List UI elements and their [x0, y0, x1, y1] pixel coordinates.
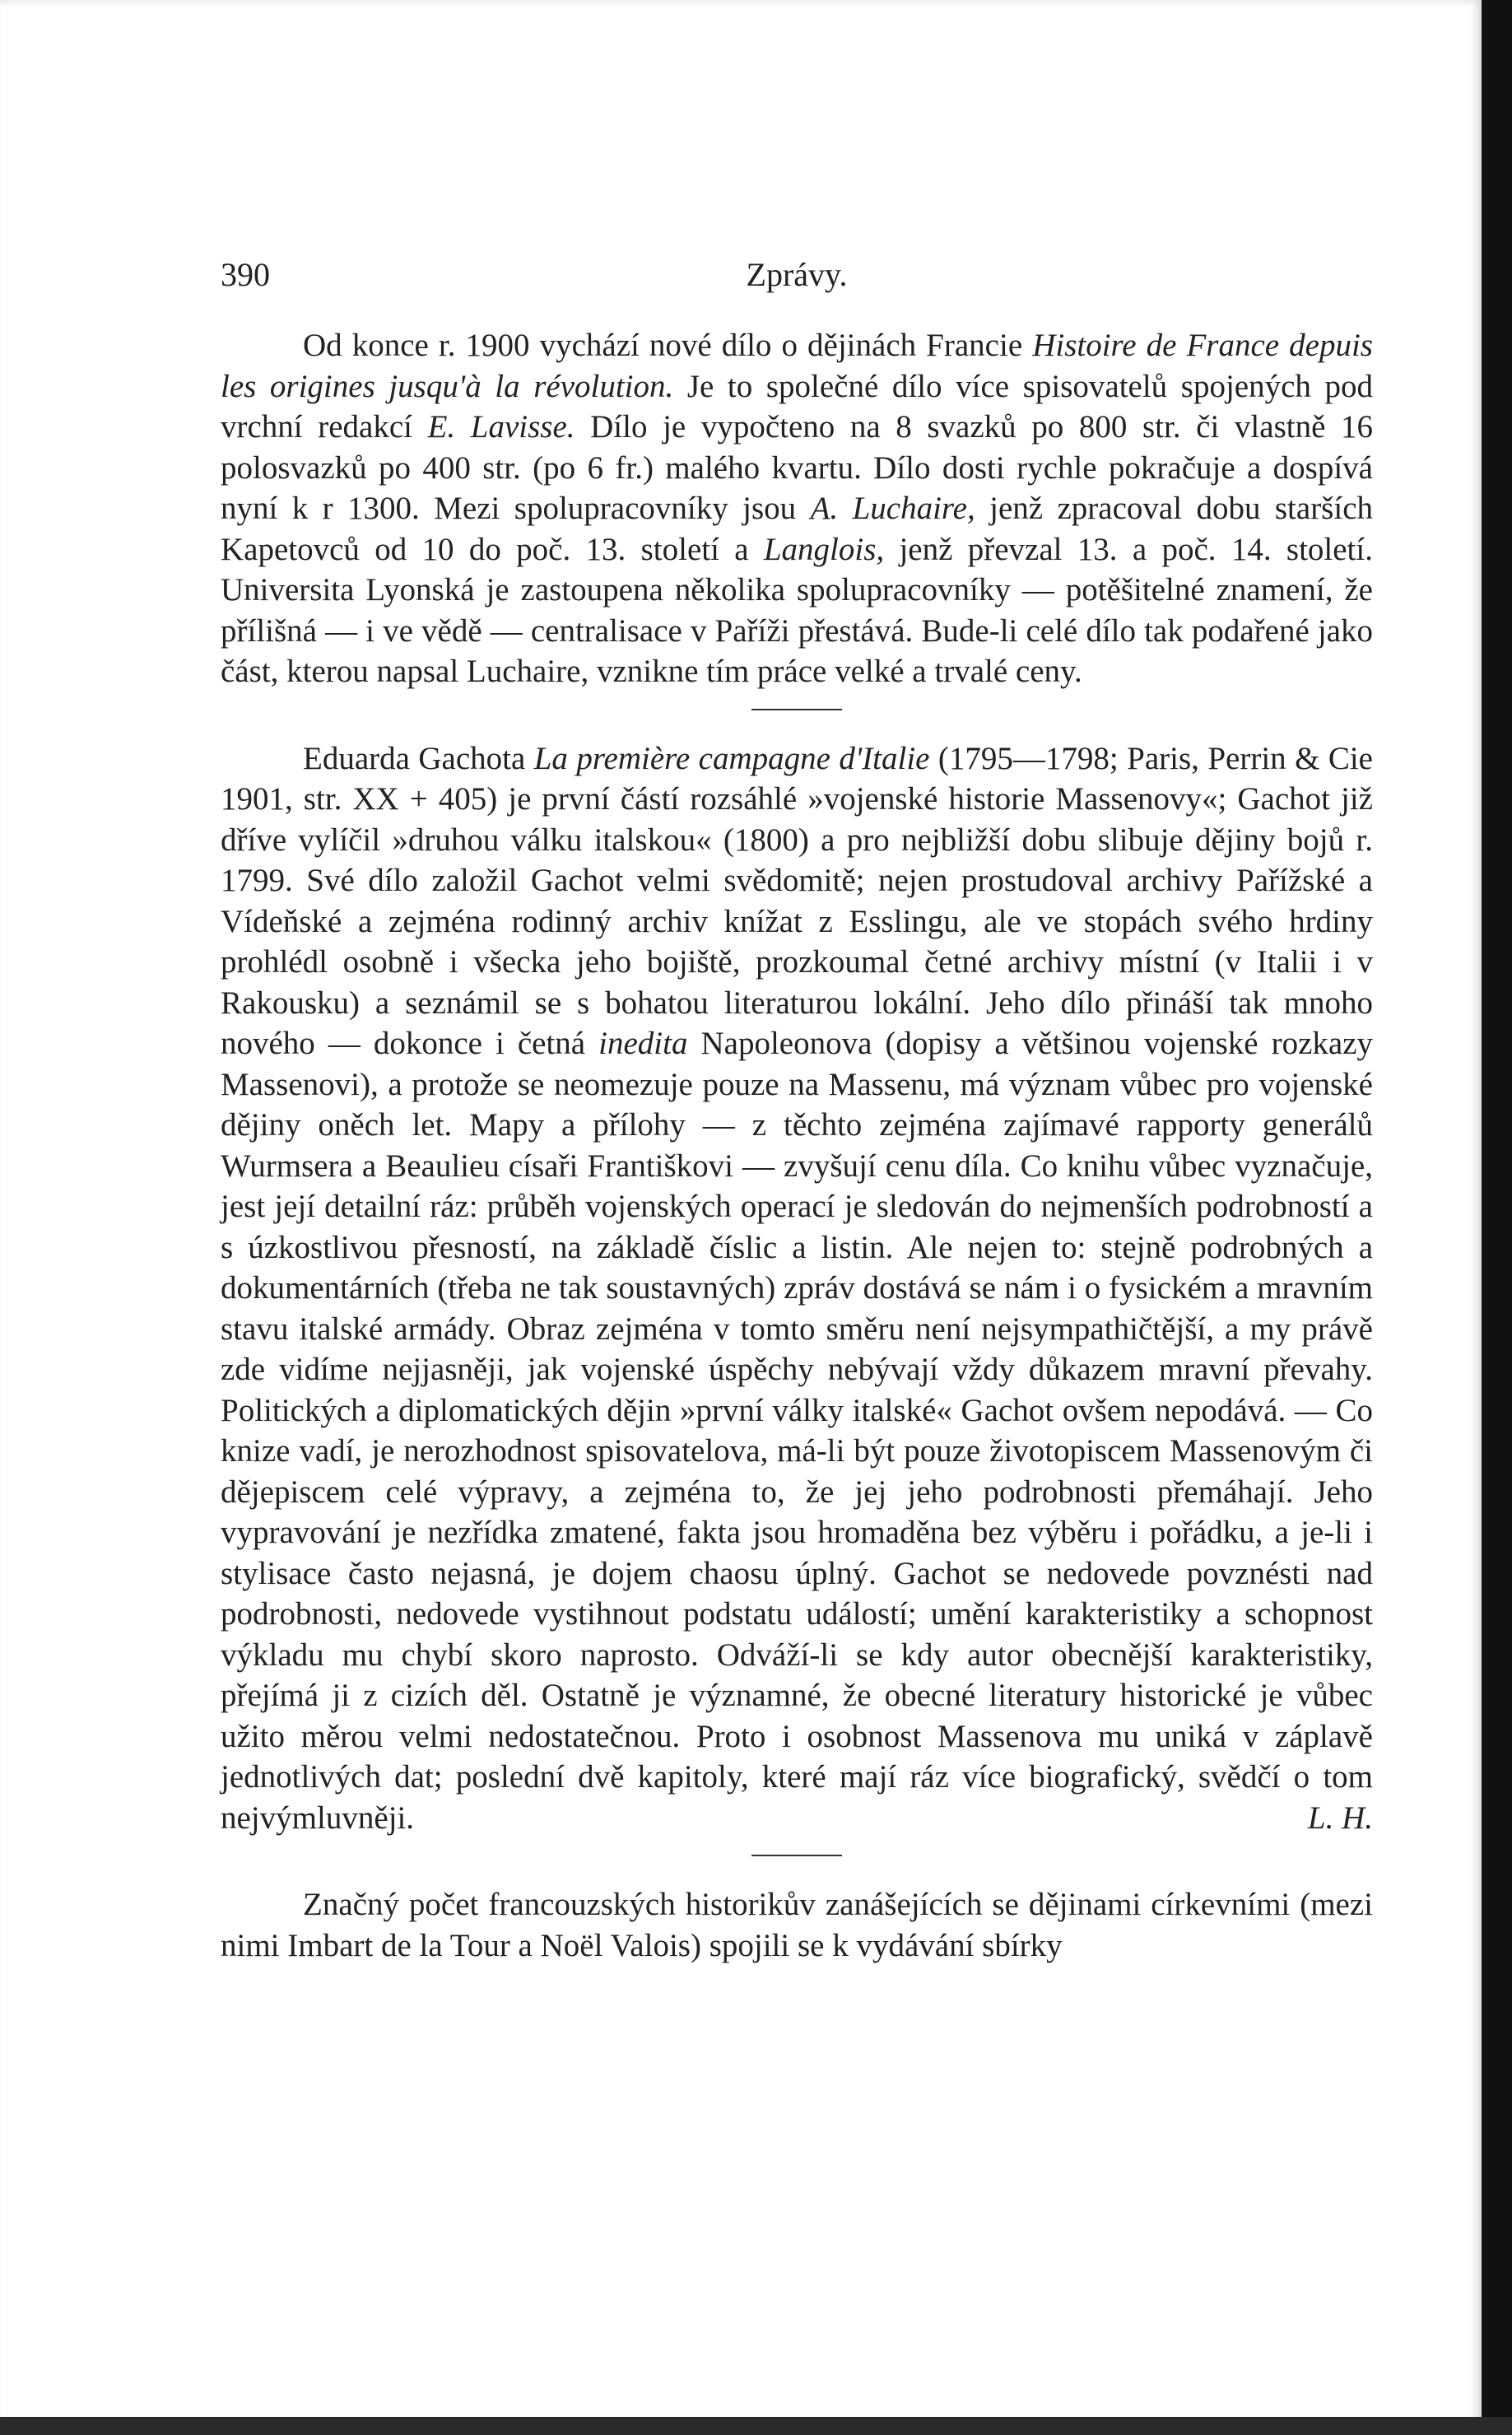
- article-body: [221, 325, 1373, 1966]
- text-run: Od konce r. 1900 vychází nové dílo o dějinách Francie: [303, 328, 1033, 363]
- paragraph-gachot: [221, 738, 1373, 1839]
- section-divider: [751, 709, 842, 710]
- scan-edge-right: [1482, 0, 1512, 2435]
- italic-word: inedita: [598, 1026, 688, 1061]
- italic-name: E. Lavisse.: [427, 409, 575, 445]
- text-run: (1795—1798; Paris, Perrin & Cie 1901, str. XX + 405) je první částí rozsáhlé »vojenské historie Massenovy«; Gachot již dříve vylíčil »druhou válku italskou« (1800) a pro nejbližší dobu slibuje dějiny bojů r. 1799. Své dílo založil Gachot velmi svědomitě; nejen prostudoval archivy Pařížské a Vídeňské a zejména rodinný archiv knížat z Esslingu, ale ve stopách svého hrdiny prohlédl osobně i všecka jeho bojiště, prozkoumal četné archivy místní (v Italii i v Rakousku) a seznámil se s bohatou literaturou lokální. Jeho dílo přináší tak mnoho nového — dokonce i četná: [221, 740, 1373, 1061]
- page-header: [221, 255, 1373, 305]
- section-divider: [751, 1855, 842, 1856]
- text-run: Napoleonova (dopisy a většinou vojenské rozkazy Massenovi), a protože se neomezuje pouze na Massenu, má význam vůbec pro vojenské dějiny oněch let. Mapy a přílohy — z těchto zejména zajímavé rapporty generálů Wurmsera a Beaulieu císaři Františkovi — zvyšují cenu díla. Co knihu vůbec vyznačuje, jest její detailní ráz: průběh vojenských operací je sledován do nejmenších podrobností a s úzkostlivou přesností, na základě číslic a listin. Ale nejen to: stejně podrobných a dokumentárních (třeba ne tak soustavných) zpráv dostává se nám i o fysickém a mravním stavu italské armády. Obraz zejména v tomto směru není nejsympathičtější, a my právě zde vidíme nejjasněji, jak vojenské úspěchy nebývají vždy důkazem mravní převahy. Politických a diplomatických dějin »první války italské« Gachot ovšem nepodává. — Co knize vadí, je nerozhodnost spisovatelova, má-li být pouze životopiscem Massenovým či dějepiscem celé výpravy, a zejména to, že jej jeho podrobnosti přemáhají. Jeho vypravování je nezřídka zmatené, fakta jsou hromaděna bez výběru i pořádku, a je-li i stylisace často nejasná, je dojem chaosu úplný. Gachot se nedovede povznésti nad podrobnosti, nedovede vystihnout podstatu událostí; umění karakteristiky a schopnost výkladu mu chybí skoro naprosto. Odváží-li se kdy autor obecnější karakteristiky, přejímá ji z cizích děl. Ostatně je významné, že obecné literatury historické je vůbec užito měrou velmi nedostatečnou. Proto i osobnost Massenova mu uniká v záplavě jednotlivých dat; poslední dvě kapitoly, které mají ráz více biografický, svědčí o tom nejvýmluvněji.: [221, 1026, 1374, 1836]
- italic-name: Langlois,: [763, 531, 885, 567]
- text-run: Je to společné dílo více spisovatelů spojených pod vrchní redakcí: [221, 368, 1373, 445]
- paragraph-historians: Značný počet francouzských historikův zanášejících se dějinami církevními (mezi nimi Imbart de la Tour a Noël Valois) spojili se k vydávání sbírky: [221, 1887, 1373, 1963]
- italic-title: Histoire de France depuis les origines jusqu'à la révolution.: [221, 328, 1373, 404]
- text-run: jenž převzal 13. a poč. 14. století. Universita Lyonská je zastoupena několika spolupracovníky — potěšitelné znamení, že přílišná — i ve vědě — centralisace v Paříži přestává. Bude-li celé dílo tak podařené jako část, kterou napsal Luchaire, vznikne tím práce velké a trvalé ceny.: [221, 531, 1373, 689]
- page-number: 390: [221, 256, 270, 293]
- text-run: Eduarda Gachota: [303, 740, 534, 776]
- running-head: Zprávy.: [746, 256, 848, 293]
- italic-title: La première campagne d'Italie: [533, 740, 930, 776]
- italic-name: A. Luchaire,: [810, 491, 975, 526]
- text-run: jenž zpracoval dobu starších Kapetovců od 10 do poč. 13. století a: [221, 491, 1374, 567]
- author-signature: L. H.: [1307, 1799, 1373, 1836]
- scan-edge-bottom: [0, 2417, 1512, 2435]
- text-run: Dílo je vypočteno na 8 svazků po 800 str. či vlastně 16 polosvazků po 400 str. (po 6 fr.) malého kvartu. Dílo dosti rychle pokračuje a dospívá nyní k r 1300. Mezi spolupracovníky jsou: [221, 409, 1373, 526]
- paragraph-lavisse: [221, 325, 1373, 692]
